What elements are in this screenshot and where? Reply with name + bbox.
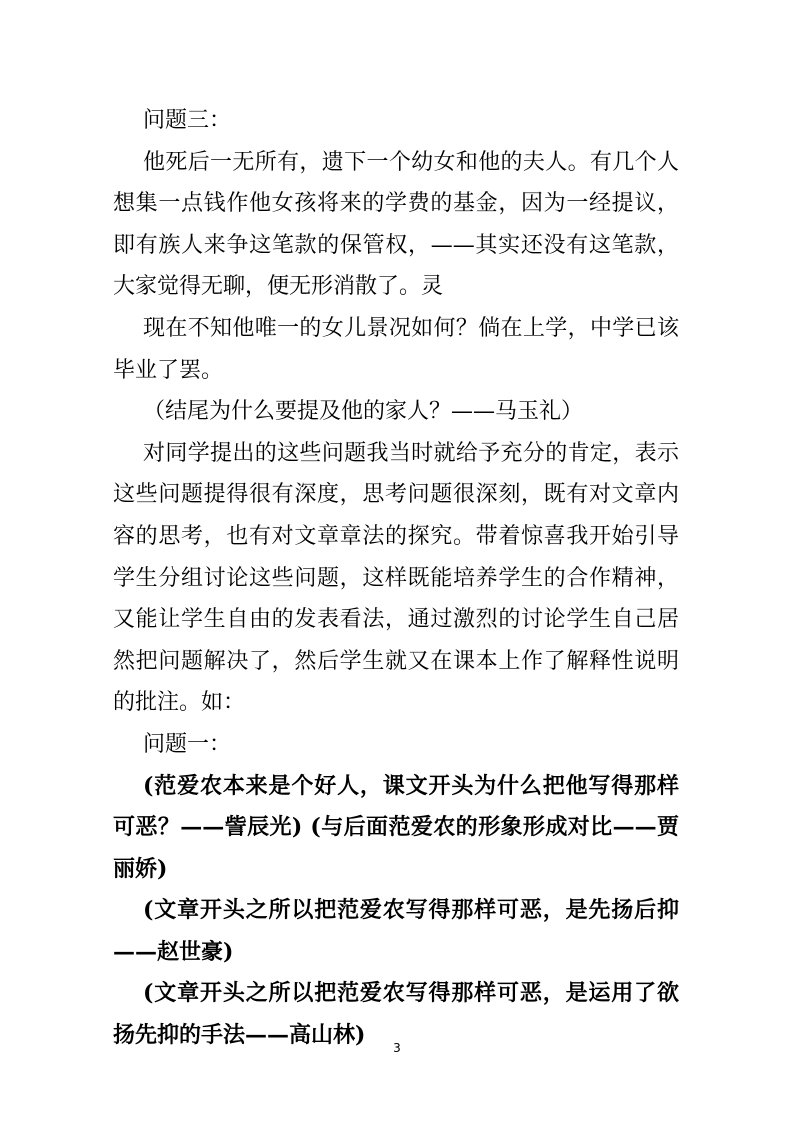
paragraph-question-three-heading: 问题三： xyxy=(143,108,232,133)
page-number: 3 xyxy=(393,1041,401,1055)
document-body xyxy=(113,100,679,1057)
paragraph-quote-now: 现在不知他唯一的女儿景况如何？倘在上学，中学已该毕业了罢。 xyxy=(113,315,679,383)
paragraph-annotation-zhao: (文章开头之所以把范爱农写得那样可恶，是先扬后抑——赵世豪) xyxy=(113,897,679,965)
paragraph-annotation-zi-jia: (范爱农本来是个好人，课文开头为什么把他写得那样可恶？——訾辰光) (与后面范爱农的形象形成对比——贾丽娇) xyxy=(113,772,679,882)
paragraph-quote-daughter: 他死后一无所有，遗下一个幼女和他的夫人。有几个人想集一点钱作他女孩将来的学费的基金，因为一经提议，即有族人来争这笔款的保管权，——其实还没有这笔款，大家觉得无聊，便无形消散了。灵 xyxy=(113,149,679,300)
paragraph-question-ma-yuli: （结尾为什么要提及他的家人？——马玉礼） xyxy=(143,399,584,425)
paragraph-question-one-heading: 问题一： xyxy=(143,731,232,757)
paragraph-teacher-commentary: 对同学提出的这些问题我当时就给予充分的肯定，表示这些问题提得很有深度，思考问题很深刻，既有对文章内容的思考，也有对文章章法的探究。带着惊喜我开始引导学生分组讨论这些问题，这样既能培养学生的合作精神，又能让学生自由的发表看法，通过激烈的讨论学生自己居然把问题解决了，然后学生就又在课本上作了解释性说明的批注。如： xyxy=(113,440,679,716)
paragraph-annotation-gao: (文章开头之所以把范爱农写得那样可恶，是运用了欲扬先抑的手法——高山林) xyxy=(113,980,679,1049)
